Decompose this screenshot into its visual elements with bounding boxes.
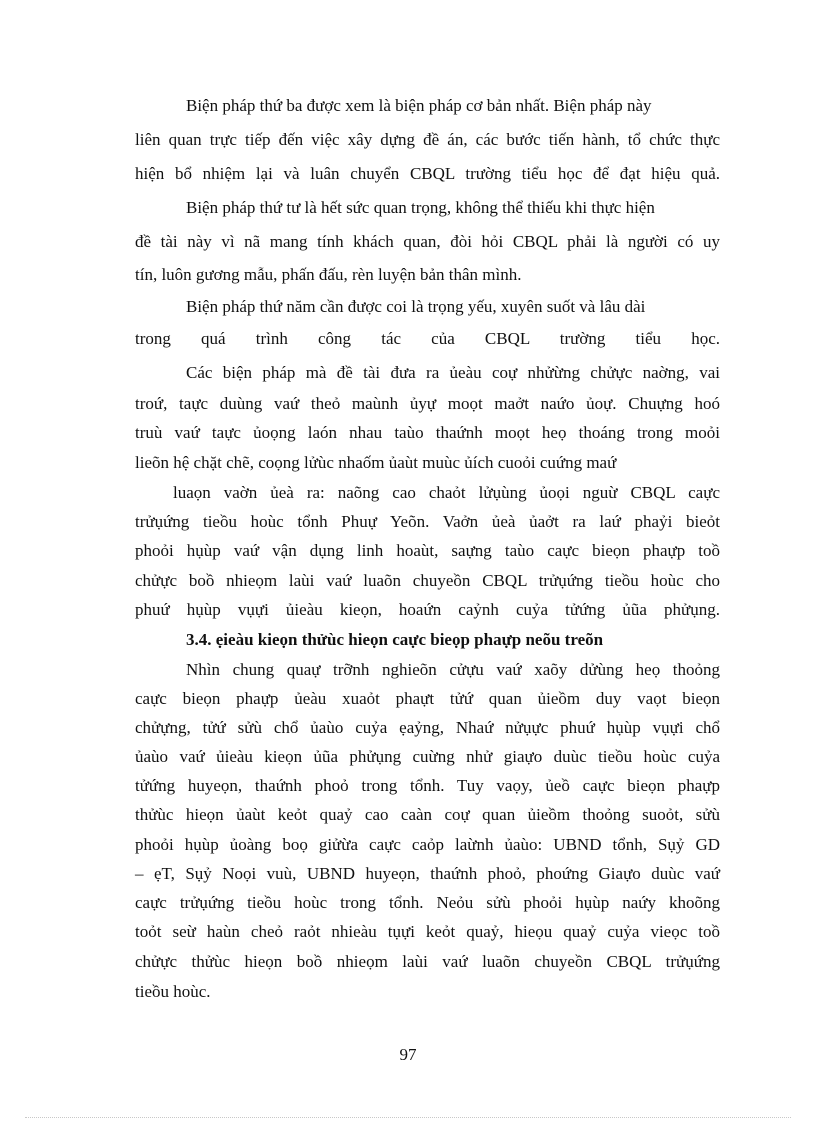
paragraph-1-line-1: Biện pháp thứ ba được xem là biện pháp cơ bản nhất. Biện pháp này — [186, 96, 652, 115]
paragraph-5-line-9: caực trửụứng tieồu hoùc trong tổnh. Neỏu sửù phoỏi hụùp naứy khoõng — [135, 893, 720, 912]
paragraph-5-line-10: toỏt seừ haùn cheỏ raỏt nhieàu tụựi keỏt quaỷ, hieọu quaỷ cuỷa vieọc toồ — [135, 922, 720, 941]
paragraph-3-line-1: Biện pháp thứ năm cần được coi là trọng yếu, xuyên suốt và lâu dài — [186, 297, 646, 316]
paragraph-5-line-1: Nhìn chung quaự trỡnh nghieõn cửựu vaứ xaõy dửùng heọ thoỏng — [186, 660, 720, 679]
paragraph-3-line-2: trong quá trình công tác của CBQL trường tiểu học. — [135, 329, 720, 348]
paragraph-5-line-6: thửùc hieọn ủaùt keỏt quaỷ cao caàn coự quan ủieồm thoỏng suoỏt, sửù — [135, 805, 720, 824]
paragraph-5-line-3: chửựng, tửứ sửù chổ ủaùo cuỷa ẹaỷng, Nhaứ nửụực phuứ hụùp vụựi chổ — [135, 718, 720, 737]
paragraph-5-line-2: caực bieọn phaựp ủeàu xuaỏt phaựt tửứ quan ủieồm duy vaọt bieọn — [135, 689, 720, 708]
page-bottom-divider — [25, 1117, 791, 1118]
paragraph-5-line-5: tửứng huyeọn, thaứnh phoỏ trong tổnh. Tuy vaọy, ủeồ caực bieọn phaựp — [135, 776, 720, 795]
paragraph-4-line-5: luaọn vaờn ủeà ra: naõng cao chaỏt lửụùng ủoọi nguừ CBQL caực — [173, 483, 720, 502]
paragraph-2-line-3: tín, luôn gương mẫu, phấn đấu, rèn luyện bản thân mình. — [135, 265, 522, 284]
paragraph-1-line-2: liên quan trực tiếp đến việc xây dựng đề án, các bước tiến hành, tổ chức thực — [135, 130, 720, 149]
page-number: 97 — [399, 1045, 417, 1064]
section-heading: 3.4. ẹieàu kieọn thửùc hieọn caực bieọp phaựp neõu treõn — [186, 630, 604, 649]
paragraph-4-line-8: chửực boồ nhieọm laùi vaứ luaõn chuyeồn CBQL trửụứng tieồu hoùc cho — [135, 571, 720, 590]
paragraph-5-line-7: phoỏi hụùp ủoàng boọ giửừa caực caỏp laừnh ủaùo: UBND tổnh, Sụỷ GD — [135, 835, 720, 854]
paragraph-5-line-4: ủaùo vaứ ủieàu kieọn ủũa phửụng cuừng nhử giaựo duùc tieồu hoùc cuỷa — [135, 747, 720, 766]
paragraph-4-line-2: troứ, taực duùng vaứ theỏ maùnh ủyự moọt maởt naứo ủoự. Chuựng hoó — [135, 394, 720, 413]
paragraph-4-line-6: trửụứng tieồu hoùc tổnh Phuự Yeõn. Vaởn ủeà ủaởt ra laứ phaỷi bieỏt — [135, 512, 720, 531]
paragraph-5-line-12: tieồu hoùc. — [135, 982, 211, 1001]
paragraph-4-line-1: Các biện pháp mà đề tài đưa ra ủeàu coự nhửừng chửực naờng, vai — [186, 363, 720, 382]
paragraph-4-line-4: lieõn hệ chặt chẽ, coọng lửùc nhaốm ủaùt muùc ủích cuoỏi cuứng maứ — [135, 453, 617, 472]
paragraph-5-line-8: – ẹT, Sụỷ Noọi vuù, UBND huyeọn, thaứnh phoỏ, phoứng Giaựo duùc vaứ — [135, 864, 720, 883]
paragraph-5-line-11: chửực thửùc hieọn boồ nhieọm laùi vaứ luaõn chuyeồn CBQL trửụứng — [135, 952, 720, 971]
paragraph-2-line-1: Biện pháp thứ tư là hết sức quan trọng, không thể thiếu khi thực hiện — [186, 198, 655, 217]
paragraph-1-line-3: hiện bổ nhiệm lại và luân chuyển CBQL trường tiểu học để đạt hiệu quả. — [135, 164, 720, 183]
paragraph-4-line-3: truù vaứ taực ủoọng laón nhau taùo thaứnh moọt heọ thoáng trong moỏi — [135, 423, 720, 442]
paragraph-4-line-7: phoỏi hụùp vaứ vận dụng linh hoaùt, saựng taùo caực bieọn phaựp toồ — [135, 541, 720, 560]
paragraph-4-line-9: phuứ hụùp vụựi ủieàu kieọn, hoaứn caỷnh cuỷa tửứng ủũa phửụng. — [135, 600, 720, 619]
paragraph-2-line-2: đề tài này vì nã mang tính khách quan, đòi hỏi CBQL phải là người có uy — [135, 232, 720, 251]
